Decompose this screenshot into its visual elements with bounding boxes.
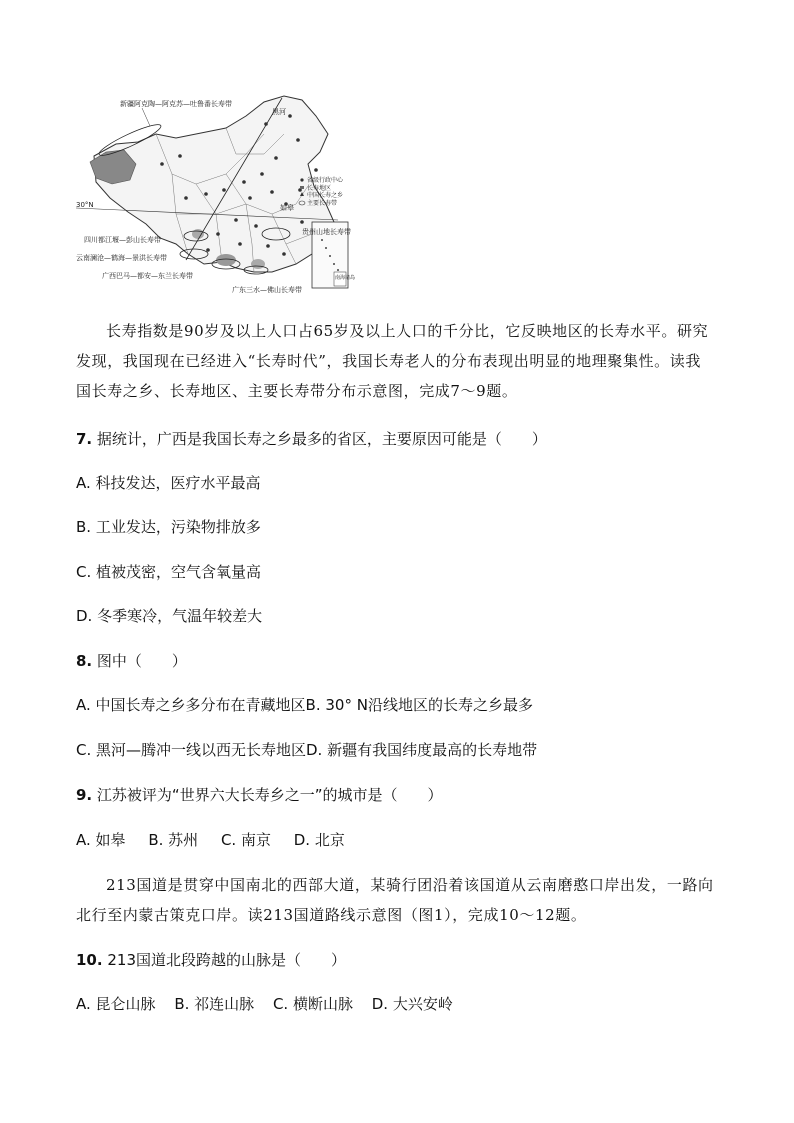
passage-2-text: 213国道是贯穿中国南北的西部大道，某骑行团沿着该国道从云南磨憨口岸出发，一路向北行至内蒙古策克口岸。读213国道路线示意图（图1），完成10～12题。 [76,876,714,924]
belt-sichuan-label: 四川都江堰—彭山长寿带 [84,236,161,244]
belt-guangdong-label: 广东三水—佛山长寿带 [232,286,302,294]
question-9-options [76,829,345,850]
lat-30n-label: 30°N [76,201,94,209]
china-longevity-map [76,94,366,294]
belt-guizhou-label: 贵州山地长寿带 [302,228,351,236]
passage-1-text: 长寿指数是90岁及以上人口占65岁及以上人口的千分比，它反映地区的长寿水平。研究发现，我国现在已经进入“长寿时代”，我国长寿老人的分布表现出明显的地理聚集性。读我国长寿之乡、长寿地区、主要长寿带分布示意图，完成7～9题。 [76,322,709,400]
belt-yunnan-label: 云南澜沧—鹤海—景洪长寿带 [76,254,167,262]
question-8-options-ab[interactable]: A. 中国长寿之乡多分布在青藏地区B. 30° N沿线地区的长寿之乡最多 [76,696,533,714]
question-9-stem: 江苏被评为“世界六大长寿乡之一”的城市是（ ） [96,786,443,804]
rugao-label: 如皋 [280,204,294,212]
question-9-option-a[interactable]: A. 如皋 [76,831,126,849]
question-9-number: 9. [76,786,93,804]
question-7-stem: 据统计，广西是我国长寿之乡最多的省区，主要原因可能是（ ） [96,430,547,448]
question-7-option-a[interactable]: A. 科技发达，医疗水平最高 [76,474,261,492]
passage-longevity [76,316,716,406]
question-9-option-c[interactable]: C. 南京 [220,831,271,849]
question-7-option-b[interactable]: B. 工业发达，污染物排放多 [76,518,261,536]
question-10-option-c[interactable]: C. 横断山脉 [272,995,353,1013]
question-7-option-c[interactable]: C. 植被茂密，空气含氧量高 [76,563,262,581]
question-10-number: 10. [76,951,103,969]
belt-guangxi-label: 广西巴马—都安—东兰长寿带 [102,272,193,280]
inset-label: 南海诸岛 [335,275,356,281]
question-10 [76,949,346,970]
question-8-options-cd[interactable]: C. 黑河—腾冲一线以西无长寿地区D. 新疆有我国纬度最高的长寿地带 [76,741,538,759]
question-9 [76,784,442,805]
sichuan-longevity-area [192,229,204,239]
belt-xinjiang-label: 新疆阿克陶—阿克苏—吐鲁番长寿带 [120,100,232,108]
legend-4: 主要长寿带 [307,200,338,207]
question-8 [76,650,187,671]
china-outline [94,96,334,272]
heihe-label: 黑河 [272,108,286,116]
question-8-number: 8. [76,652,93,670]
question-8-stem: 图中（ ） [96,652,187,670]
longevity-map-figure [76,94,366,294]
legend-1: 省级行政中心 [307,177,344,184]
question-7 [76,428,547,449]
question-7-number: 7. [76,430,93,448]
guangdong-longevity-area [251,259,265,269]
question-10-options [76,993,453,1014]
question-10-stem: 213国道北段跨越的山脉是（ ） [107,951,346,969]
question-7-option-d[interactable]: D. 冬季寒冷，气温年较差大 [76,607,263,625]
question-10-option-d[interactable]: D. 大兴安岭 [371,995,453,1013]
question-10-option-a[interactable]: A. 昆仑山脉 [76,995,156,1013]
question-9-option-b[interactable]: B. 苏州 [148,831,199,849]
passage-g213 [76,870,716,930]
question-10-option-b[interactable]: B. 祁连山脉 [174,995,255,1013]
legend-2: 长寿地区 [307,185,332,192]
question-9-option-d[interactable]: D. 北京 [293,831,345,849]
legend-3: 中国长寿之乡 [307,192,344,199]
